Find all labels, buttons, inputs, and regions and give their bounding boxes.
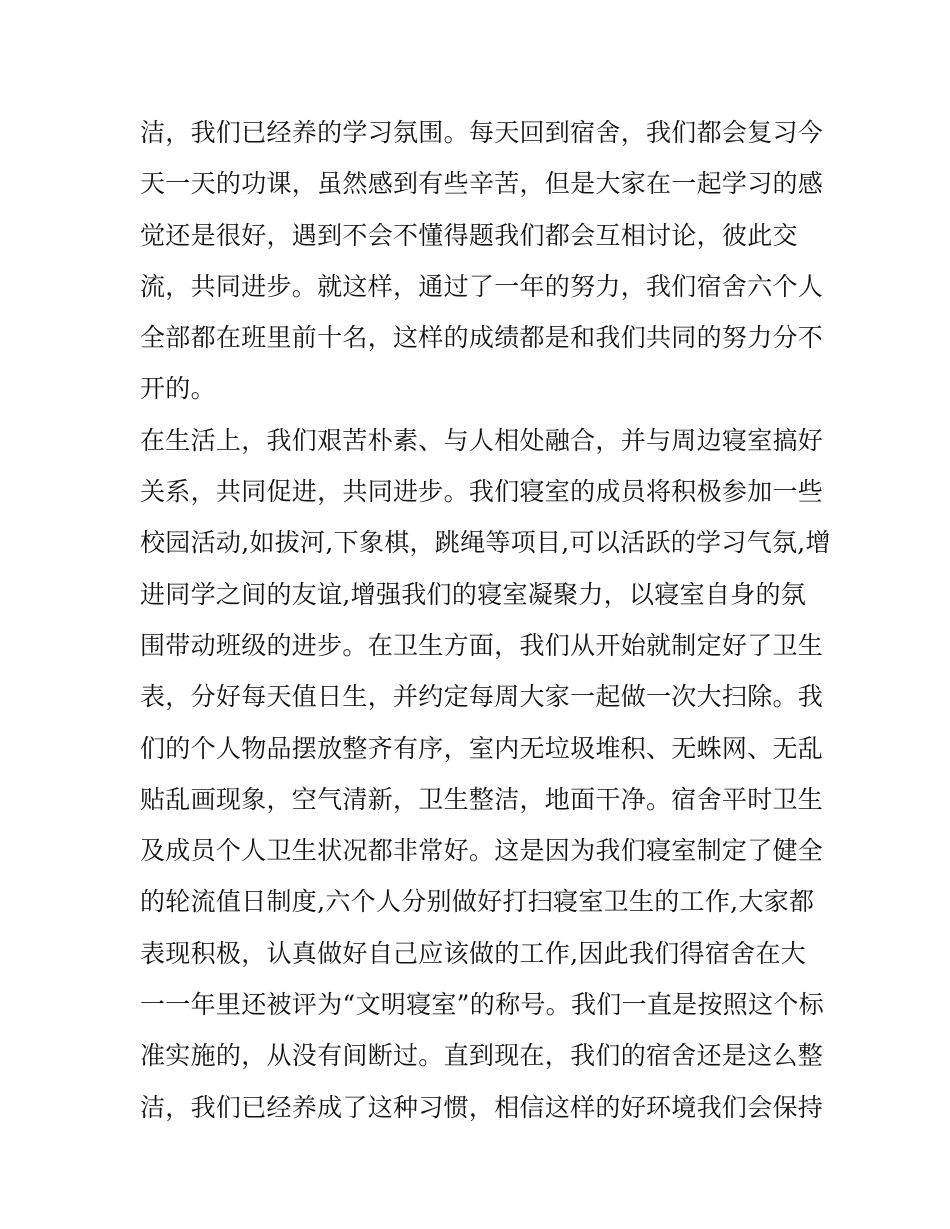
text-line: 围带动班级的进步。在卫生方面，我们从开始就制定好了卫生 xyxy=(140,630,824,660)
text-line: 一一年里还被评为“文明寝室”的称号。我们一直是按照这个标 xyxy=(140,990,824,1020)
text-line: 流，共同进步。就这样，通过了一年的努力，我们宿舍六个人 xyxy=(140,271,824,301)
text-line: 贴乱画现象，空气清新，卫生整洁，地面干净。宿舍平时卫生 xyxy=(140,784,824,814)
text-line: 天一天的功课，虽然感到有些辛苦，但是大家在一起学习的感 xyxy=(140,169,824,199)
text-line: 的轮流值日制度,六个人分别做好打扫寝室卫生的工作,大家都 xyxy=(140,887,815,917)
text-line: 进同学之间的友谊,增强我们的寝室凝聚力，以寝室自身的氛 xyxy=(140,579,807,609)
text-line: 洁，我们已经养的学习氛围。每天回到宿舍，我们都会复习今 xyxy=(140,118,824,147)
text-line: 校园活动,如拔河,下象棋，跳绳等项目,可以活跃的学习气氛,增 xyxy=(140,528,831,558)
text-line: 洁，我们已经养成了这种习惯，相信这样的好环境我们会保持 xyxy=(140,1092,824,1122)
body-text xyxy=(140,107,831,1133)
text-line: 表，分好每天值日生，并约定每周大家一起做一次大扫除。我 xyxy=(140,682,824,712)
text-line: 觉还是很好，遇到不会不懂得题我们都会互相讨论，彼此交 xyxy=(140,220,798,250)
text-line: 准实施的，从没有间断过。直到现在，我们的宿舍还是这么整 xyxy=(140,1041,824,1071)
text-line: 在生活上，我们艰苦朴素、与人相处融合，并与周边寝室搞好 xyxy=(140,425,824,455)
text-line: 们的个人物品摆放整齐有序，室内无垃圾堆积、无蛛网、无乱 xyxy=(140,733,824,763)
text-line: 及成员个人卫生状况都非常好。这是因为我们寝室制定了健全 xyxy=(140,836,824,866)
text-line: 全部都在班里前十名，这样的成绩都是和我们共同的努力分不 xyxy=(140,323,824,353)
text-line: 开的。 xyxy=(140,374,216,404)
text-line: 表现积极，认真做好自己应该做的工作,因此我们得宿舍在大 xyxy=(140,938,807,968)
text-line: 关系，共同促进，共同进步。我们寝室的成员将积极参加一些 xyxy=(140,477,824,507)
